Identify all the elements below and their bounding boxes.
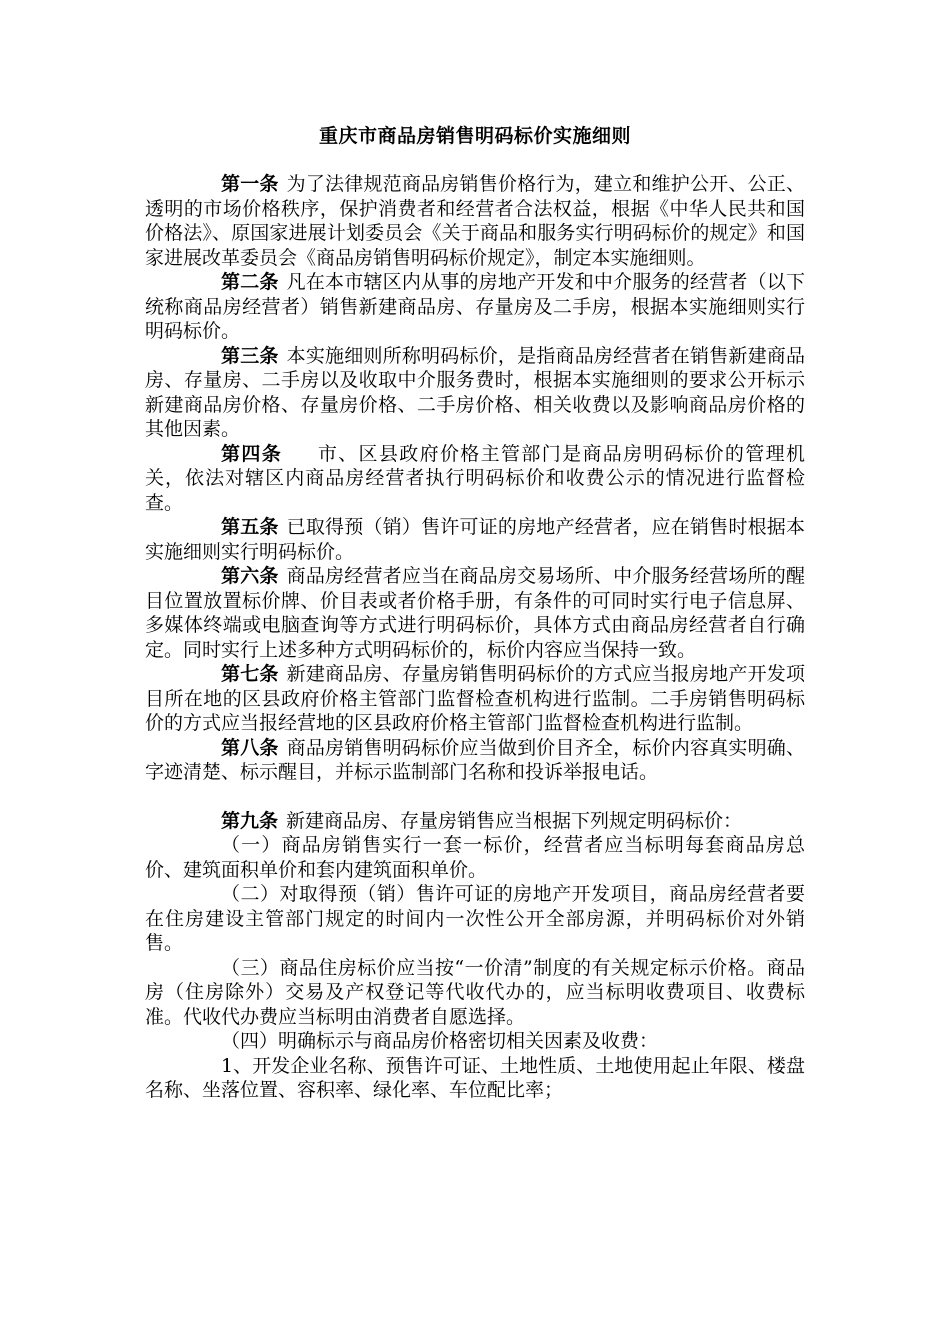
- article-text: 本实施细则所称明码标价，是指商品房经营者在销售新建商品房、存量房、二手房以及收取中介服务费时，根据本实施细则的要求公开标示新建商品房价格、存量房价格、二手房价格、相关收费以及影响商品房价格的其他因素。: [145, 344, 805, 440]
- article-text: 新建商品房、存量房销售明码标价的方式应当报房地产开发项目所在地的区县政府价格主管部门监督检查机构进行监制。二手房销售明码标价的方式应当报经营地的区县政府价格主管部门监督检查机构进行监制。: [145, 663, 805, 734]
- article-text: 商品房经营者应当在商品房交易场所、中介服务经营场所的醒目位置放置标价牌、价目表或者价格手册，有条件的可同时实行电子信息屏、多媒体终端或电脑查询等方式进行明码标价，具体方式由商品房经营者自行确定。同时实行上述多种方式明码标价的，标价内容应当保持一致。: [145, 565, 805, 661]
- document-title: 重庆市商品房销售明码标价实施细则: [318, 125, 631, 147]
- article-3: [145, 344, 805, 442]
- article-5: [145, 515, 805, 564]
- list-item: （二）对取得预（销）售许可证的房地产开发项目，商品房经营者要在住房建设主管部门规定的时间内一次性公开全部房源，并明码标价对外销售。: [145, 883, 805, 954]
- article-8: [145, 736, 805, 785]
- article-label: 第一条: [221, 173, 279, 195]
- list-item: （四）明确标示与商品房价格密切相关因素及收费：: [221, 1030, 659, 1052]
- list-item: （一）商品房销售实行一套一标价，经营者应当标明每套商品房总价、建筑面积单价和套内建筑面积单价。: [145, 834, 805, 881]
- article-text: 凡在本市辖区内从事的房地产开发和中介服务的经营者（以下统称商品房经营者）销售新建商品房、存量房及二手房，根据本实施细则实行明码标价。: [145, 271, 805, 342]
- article-label: 第八条: [221, 736, 279, 759]
- article-label: 第二条: [221, 271, 279, 293]
- article-label: 第七条: [221, 663, 279, 685]
- article-9: [145, 809, 805, 834]
- article-text: 已取得预（销）售许可证的房地产经营者，应在销售时根据本实施细则实行明码标价。: [145, 516, 805, 563]
- article-1: [145, 172, 805, 270]
- article-label: 第五条: [221, 516, 279, 538]
- article-label: 第三条: [221, 344, 279, 367]
- article-2: [145, 270, 805, 344]
- article-label: 第四条: [221, 442, 283, 465]
- list-item: 1、开发企业名称、预售许可证、土地性质、土地使用起止年限、楼盘名称、坐落位置、容积率、绿化率、车位配比率；: [145, 1054, 805, 1101]
- article-label: 第九条: [221, 809, 279, 832]
- article-text: 市、区县政府价格主管部门是商品房明码标价的管理机关，依法对辖区内商品房经营者执行明码标价和收费公示的情况进行监督检查。: [145, 442, 805, 514]
- list-item: （三）商品住房标价应当按“一价清”制度的有关规定标示价格。商品房（住房除外）交易及产权登记等代收代办的，应当标明收费项目、收费标准。代收代办费应当标明由消费者自愿选择。: [145, 956, 805, 1028]
- article-4: [145, 442, 805, 516]
- article-7: [145, 662, 805, 736]
- article-text: 新建商品房、存量房销售应当根据下列规定明码标价：: [286, 809, 743, 832]
- article-label: 第六条: [221, 565, 279, 587]
- document-page: [145, 122, 805, 1103]
- article-text: 为了法律规范商品房销售价格行为，建立和维护公开、公正、透明的市场价格秩序，保护消费者和经营者合法权益，根据《中华人民共和国价格法》、原国家进展计划委员会《关于商品和服务实行明码标价的规定》和国家进展改革委员会《商品房销售明码标价规定》，制定本实施细则。: [145, 173, 805, 269]
- article-text: 商品房销售明码标价应当做到价目齐全，标价内容真实明确、字迹清楚、标示醒目，并标示监制部门名称和投诉举报电话。: [145, 736, 805, 783]
- article-6: [145, 564, 805, 662]
